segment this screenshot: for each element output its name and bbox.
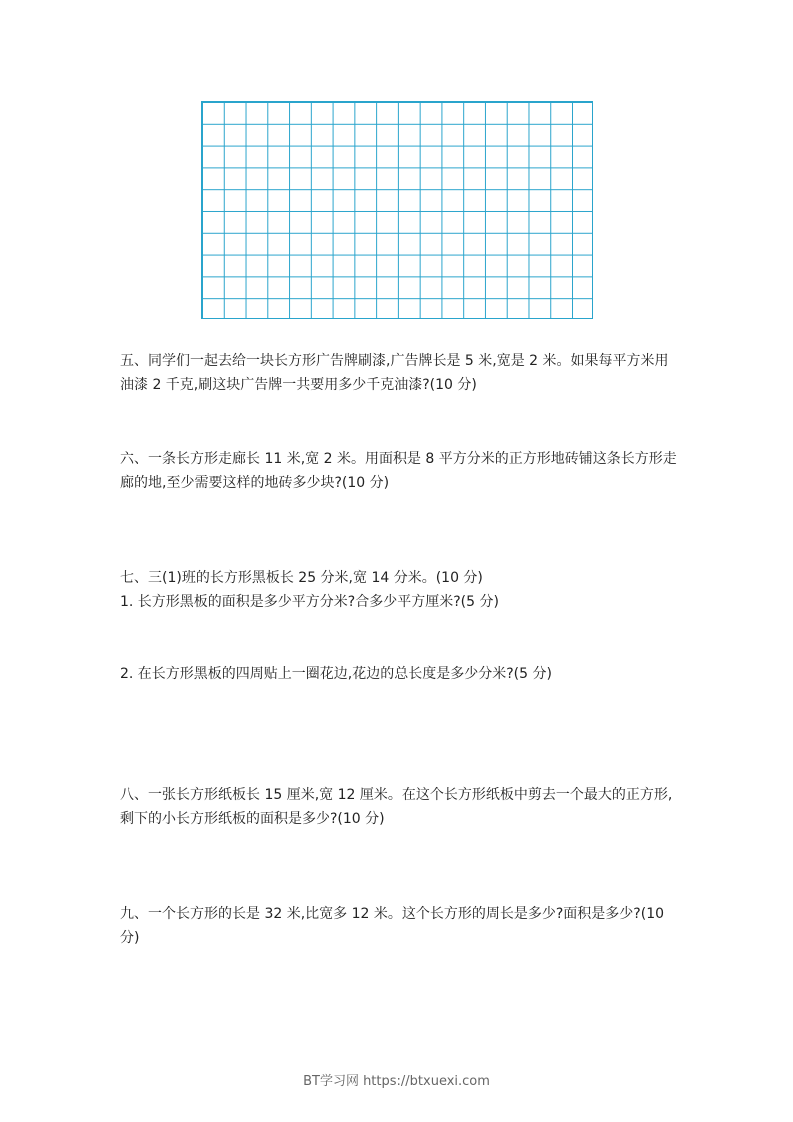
question-7-part-1: 1. 长方形黑板的面积是多少平方分米?合多少平方厘米?(5 分)	[120, 594, 499, 610]
footer-watermark: BT学习网 https://btxuexi.com	[303, 1074, 490, 1089]
question-7-part-2: 2. 在长方形黑板的四周贴上一圈花边,花边的总长度是多少分米?(5 分)	[120, 666, 552, 682]
square-grid	[201, 101, 593, 319]
question-9: 九、一个长方形的长是 32 米,比宽多 12 米。这个长方形的周长是多少?面积是多少?(10 分)	[120, 906, 665, 946]
question-8: 八、一张长方形纸板长 15 厘米,宽 12 厘米。在这个长方形纸板中剪去一个最大的正方形,剩下的小长方形纸板的面积是多少?(10 分)	[120, 787, 673, 827]
question-5: 五、同学们一起去给一块长方形广告牌刷漆,广告牌长是 5 米,宽是 2 米。如果每平方米用油漆 2 千克,刷这块广告牌一共要用多少千克油漆?(10 分)	[120, 353, 669, 393]
question-7-title: 七、三(1)班的长方形黑板长 25 分米,宽 14 分米。(10 分)	[120, 570, 483, 586]
question-6: 六、一条长方形走廊长 11 米,宽 2 米。用面积是 8 平方分米的正方形地砖铺这条长方形走廊的地,至少需要这样的地砖多少块?(10 分)	[120, 451, 677, 491]
